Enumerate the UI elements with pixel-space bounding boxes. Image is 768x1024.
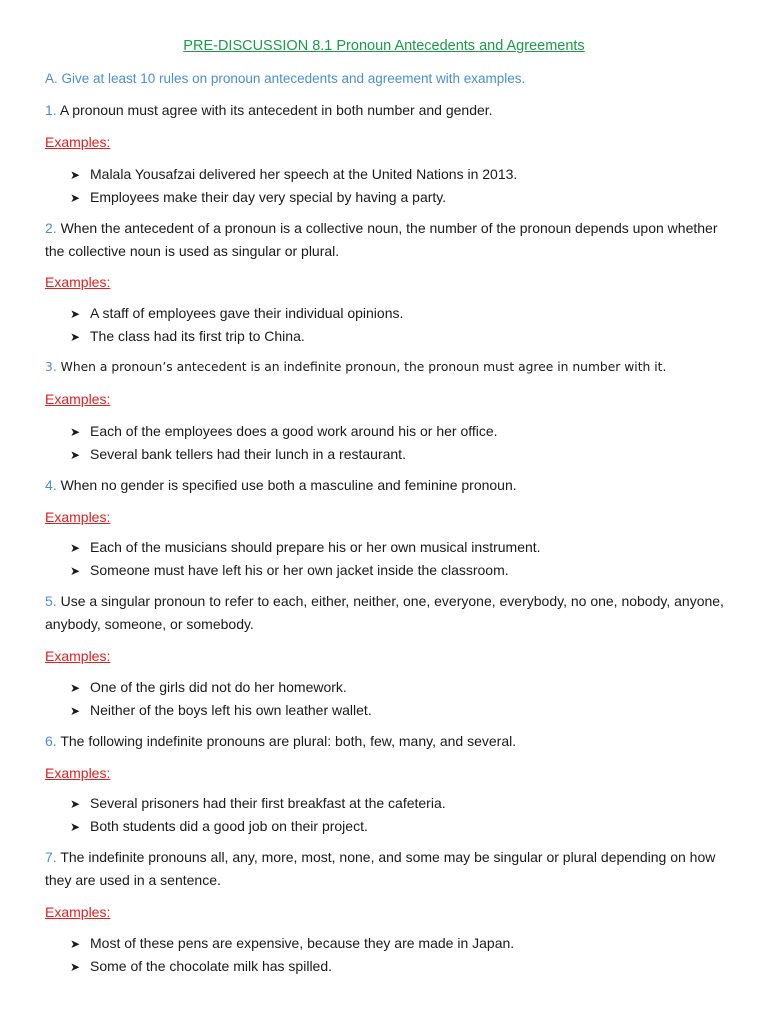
rule-number: 2. (45, 220, 57, 236)
bullet-arrow-icon: ➤ (70, 168, 81, 182)
example-item: ➤ Someone must have left his or her own jacket inside the classroom. (70, 562, 509, 578)
example-item: ➤ The class had its first trip to China. (70, 328, 305, 344)
example-item: ➤ Neither of the boys left his own leather wallet. (70, 702, 372, 718)
bullet-arrow-icon: ➤ (70, 330, 81, 344)
rule-6 (45, 730, 725, 753)
example-item: ➤ A staff of employees gave their individual opinions. (70, 305, 404, 321)
bullet-arrow-icon: ➤ (70, 960, 81, 974)
example-item: ➤ Employees make their day very special by having a party. (70, 189, 447, 205)
rule-text: The indefinite pronouns all, any, more, most, none, and some may be singular or plural depending on how they are used in a sentence. (45, 849, 716, 888)
rule-2 (45, 217, 725, 263)
rule-number: 3. (45, 360, 57, 374)
bullet-arrow-icon: ➤ (70, 704, 81, 718)
example-item: ➤ Malala Yousafzai delivered her speech at the United Nations in 2013. (70, 166, 518, 182)
bullet-arrow-icon: ➤ (70, 797, 81, 811)
rule-number: 7. (45, 849, 57, 865)
example-item: ➤ Several bank tellers had their lunch in a restaurant. (70, 446, 406, 462)
rule-text: A pronoun must agree with its antecedent in both number and gender. (59, 102, 493, 118)
instruction-text: A. Give at least 10 rules on pronoun antecedents and agreement with examples. (45, 71, 526, 86)
examples-label: Examples: (45, 391, 111, 407)
example-item: ➤ Both students did a good job on their project. (70, 818, 368, 834)
bullet-arrow-icon: ➤ (70, 937, 81, 951)
rule-number: 1. (45, 102, 57, 118)
examples-label: Examples: (45, 274, 111, 290)
example-item: ➤ Each of the musicians should prepare his or her own musical instrument. (70, 539, 541, 555)
rule-number: 6. (45, 733, 57, 749)
rule-7 (45, 846, 725, 892)
rule-5 (45, 590, 725, 636)
bullet-arrow-icon: ➤ (70, 191, 81, 205)
rule-4 (45, 474, 725, 497)
rule-1 (45, 99, 725, 122)
rule-text: When the antecedent of a pronoun is a collective noun, the number of the pronoun depends upon whether the collective noun is used as singular or plural. (45, 220, 718, 259)
bullet-arrow-icon: ➤ (70, 448, 81, 462)
examples-label: Examples: (45, 765, 111, 781)
rule-text: When a pronoun’s antecedent is an indefinite pronoun, the pronoun must agree in number with it. (60, 360, 667, 374)
page-title: PRE-DISCUSSION 8.1 Pronoun Antecedents and Agreements (183, 38, 585, 54)
bullet-arrow-icon: ➤ (70, 541, 81, 555)
example-item: ➤ Some of the chocolate milk has spilled. (70, 958, 333, 974)
rule-text: Use a singular pronoun to refer to each, either, neither, one, everyone, everybody, no one, nobody, anyone, anybody, someone, or somebody. (45, 593, 724, 632)
examples-label: Examples: (45, 509, 111, 525)
example-item: ➤ Each of the employees does a good work around his or her office. (70, 423, 498, 439)
rule-3 (45, 356, 725, 379)
bullet-arrow-icon: ➤ (70, 564, 81, 578)
rule-text: When no gender is specified use both a masculine and feminine pronoun. (60, 477, 517, 493)
example-item: ➤ One of the girls did not do her homework. (70, 679, 347, 695)
bullet-arrow-icon: ➤ (70, 820, 81, 834)
bullet-arrow-icon: ➤ (70, 307, 81, 321)
rule-text: The following indefinite pronouns are plural: both, few, many, and several. (60, 733, 517, 749)
rule-number: 4. (45, 477, 57, 493)
rule-number: 5. (45, 593, 57, 609)
examples-label: Examples: (45, 134, 111, 150)
examples-label: Examples: (45, 648, 111, 664)
bullet-arrow-icon: ➤ (70, 425, 81, 439)
example-item: ➤ Most of these pens are expensive, because they are made in Japan. (70, 935, 515, 951)
example-item: ➤ Several prisoners had their first breakfast at the cafeteria. (70, 795, 446, 811)
examples-label: Examples: (45, 904, 111, 920)
bullet-arrow-icon: ➤ (70, 681, 81, 695)
